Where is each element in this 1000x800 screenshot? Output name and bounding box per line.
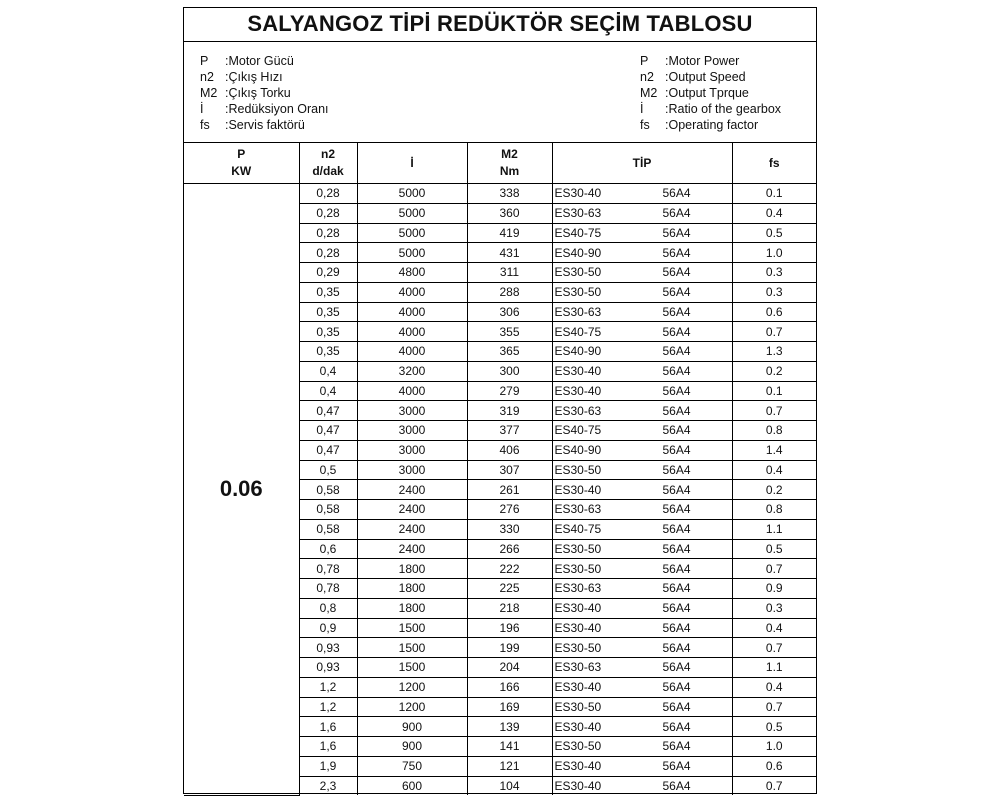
service-factor-cell: 1.3 [732, 342, 816, 362]
ratio-cell: 2400 [357, 480, 467, 500]
output-speed-cell: 0,58 [299, 519, 357, 539]
type-cell [552, 203, 732, 223]
output-speed-cell: 0,28 [299, 203, 357, 223]
output-speed-cell: 1,2 [299, 697, 357, 717]
type-cell [552, 263, 732, 283]
legend-english [640, 53, 781, 133]
type-cell [552, 539, 732, 559]
torque-cell: 307 [467, 460, 552, 480]
ratio-cell: 600 [357, 776, 467, 795]
header-type [552, 143, 732, 184]
motor-type: 56A4 [662, 739, 691, 754]
gearbox-model: ES40-90 [554, 344, 602, 359]
ratio-cell: 4000 [357, 381, 467, 401]
ratio-cell: 2400 [357, 500, 467, 520]
output-speed-cell: 0,47 [299, 440, 357, 460]
torque-cell: 330 [467, 519, 552, 539]
header-power-label: P [237, 147, 246, 161]
service-factor-cell: 0.5 [732, 539, 816, 559]
torque-cell: 311 [467, 263, 552, 283]
ratio-cell: 5000 [357, 203, 467, 223]
torque-cell: 166 [467, 677, 552, 697]
output-speed-cell: 0,58 [299, 480, 357, 500]
motor-type: 56A4 [662, 759, 691, 774]
type-cell [552, 381, 732, 401]
motor-type: 56A4 [662, 364, 691, 379]
motor-type: 56A4 [662, 482, 691, 497]
type-cell [552, 223, 732, 243]
service-factor-cell: 0.2 [732, 361, 816, 381]
gearbox-model: ES30-63 [554, 304, 602, 319]
service-factor-cell: 0.7 [732, 401, 816, 421]
gearbox-model: ES30-50 [554, 265, 602, 280]
header-power-unit: KW [231, 164, 252, 178]
torque-cell: 225 [467, 579, 552, 599]
ratio-cell: 4800 [357, 263, 467, 283]
service-factor-cell: 1.1 [732, 658, 816, 678]
type-cell [552, 756, 732, 776]
legend-item [200, 69, 329, 85]
ratio-cell: 1800 [357, 598, 467, 618]
motor-type: 56A4 [662, 601, 691, 616]
gearbox-model: ES30-50 [554, 541, 602, 556]
service-factor-cell: 0.4 [732, 677, 816, 697]
output-speed-cell: 0,5 [299, 460, 357, 480]
ratio-cell: 1800 [357, 579, 467, 599]
output-speed-cell: 0,28 [299, 243, 357, 263]
torque-cell: 279 [467, 381, 552, 401]
torque-cell: 218 [467, 598, 552, 618]
legend-item [640, 101, 781, 117]
legend-description: :Servis faktörü [225, 118, 305, 132]
service-factor-cell: 0.7 [732, 697, 816, 717]
torque-cell: 406 [467, 440, 552, 460]
type-cell [552, 243, 732, 263]
gearbox-model: ES40-75 [554, 522, 602, 537]
header-torque [467, 143, 552, 184]
type-cell [552, 401, 732, 421]
output-speed-cell: 1,6 [299, 717, 357, 737]
ratio-cell: 900 [357, 717, 467, 737]
service-factor-cell: 0.7 [732, 322, 816, 342]
table-row [184, 184, 816, 204]
torque-cell: 365 [467, 342, 552, 362]
motor-type: 56A4 [662, 640, 691, 655]
ratio-cell: 3000 [357, 401, 467, 421]
torque-cell: 169 [467, 697, 552, 717]
ratio-cell: 1200 [357, 697, 467, 717]
ratio-cell: 5000 [357, 184, 467, 204]
torque-cell: 261 [467, 480, 552, 500]
gearbox-model: ES30-40 [554, 620, 602, 635]
torque-cell: 222 [467, 559, 552, 579]
torque-cell: 139 [467, 717, 552, 737]
service-factor-cell: 0.8 [732, 421, 816, 441]
header-m2-label: M2 [501, 147, 518, 161]
legend-symbol: fs [200, 118, 210, 132]
gearbox-model: ES30-50 [554, 699, 602, 714]
output-speed-cell: 0,35 [299, 282, 357, 302]
legend-symbol: P [640, 54, 649, 68]
type-cell [552, 322, 732, 342]
type-cell [552, 460, 732, 480]
type-cell [552, 440, 732, 460]
gearbox-model: ES30-63 [554, 206, 602, 221]
output-speed-cell: 1,6 [299, 737, 357, 757]
gearbox-model: ES30-50 [554, 285, 602, 300]
header-type-label: TİP [632, 155, 652, 170]
service-factor-cell: 0.1 [732, 184, 816, 204]
service-factor-cell: 0.4 [732, 460, 816, 480]
ratio-cell: 750 [357, 756, 467, 776]
legend-symbol: M2 [640, 86, 658, 100]
gearbox-model: ES30-63 [554, 660, 602, 675]
ratio-cell: 3200 [357, 361, 467, 381]
legend-description: :Çıkış Hızı [225, 70, 283, 84]
ratio-cell: 4000 [357, 342, 467, 362]
ratio-cell: 5000 [357, 243, 467, 263]
legend-description: :Ratio of the gearbox [665, 102, 782, 116]
gearbox-model: ES40-75 [554, 324, 602, 339]
motor-type: 56A4 [662, 245, 691, 260]
gearbox-model: ES30-40 [554, 186, 602, 201]
type-cell [552, 579, 732, 599]
ratio-cell: 1500 [357, 638, 467, 658]
legend-description: :Output Speed [665, 70, 746, 84]
ratio-cell: 1500 [357, 618, 467, 638]
gearbox-model: ES30-40 [554, 759, 602, 774]
type-cell [552, 421, 732, 441]
legend-symbol: n2 [640, 70, 654, 84]
service-factor-cell: 0.8 [732, 500, 816, 520]
motor-type: 56A4 [662, 304, 691, 319]
legend-description: :Redüksiyon Oranı [225, 102, 329, 116]
header-output-speed [299, 143, 357, 184]
legend-symbol: n2 [200, 70, 214, 84]
type-cell [552, 302, 732, 322]
motor-type: 56A4 [662, 719, 691, 734]
motor-type: 56A4 [662, 680, 691, 695]
gearbox-model: ES40-75 [554, 423, 602, 438]
gearbox-model: ES40-90 [554, 245, 602, 260]
ratio-cell: 900 [357, 737, 467, 757]
type-cell [552, 697, 732, 717]
motor-type: 56A4 [662, 620, 691, 635]
output-speed-cell: 0,47 [299, 421, 357, 441]
torque-cell: 199 [467, 638, 552, 658]
service-factor-cell: 0.3 [732, 263, 816, 283]
service-factor-cell: 0.6 [732, 756, 816, 776]
output-speed-cell: 0,93 [299, 638, 357, 658]
table-header-row [184, 143, 816, 184]
output-speed-cell: 1,9 [299, 756, 357, 776]
service-factor-cell: 0.9 [732, 579, 816, 599]
legend-description: :Output Tprque [665, 86, 749, 100]
output-speed-cell: 0,4 [299, 361, 357, 381]
type-cell [552, 559, 732, 579]
service-factor-cell: 0.2 [732, 480, 816, 500]
header-fs-label: fs [768, 155, 780, 170]
ratio-cell: 3000 [357, 460, 467, 480]
ratio-cell: 3000 [357, 421, 467, 441]
service-factor-cell: 0.3 [732, 282, 816, 302]
legend-turkish [200, 53, 329, 133]
output-speed-cell: 0,35 [299, 322, 357, 342]
gearbox-model: ES30-40 [554, 482, 602, 497]
service-factor-cell: 0.4 [732, 203, 816, 223]
output-speed-cell: 0,35 [299, 302, 357, 322]
motor-type: 56A4 [662, 660, 691, 675]
gearbox-model: ES30-63 [554, 581, 602, 596]
output-speed-cell: 0,29 [299, 263, 357, 283]
type-cell [552, 737, 732, 757]
output-speed-cell: 0,4 [299, 381, 357, 401]
gearbox-model: ES30-63 [554, 502, 602, 517]
motor-type: 56A4 [662, 541, 691, 556]
output-speed-cell: 2,3 [299, 776, 357, 795]
torque-cell: 360 [467, 203, 552, 223]
type-cell [552, 598, 732, 618]
type-cell [552, 776, 732, 795]
output-speed-cell: 0,8 [299, 598, 357, 618]
output-speed-cell: 0,28 [299, 223, 357, 243]
output-speed-cell: 0,6 [299, 539, 357, 559]
gearbox-model: ES30-50 [554, 739, 602, 754]
gearbox-model: ES30-50 [554, 561, 602, 576]
type-cell [552, 519, 732, 539]
torque-cell: 196 [467, 618, 552, 638]
motor-type: 56A4 [662, 383, 691, 398]
service-factor-cell: 0.5 [732, 223, 816, 243]
header-n2-label: n2 [320, 147, 335, 161]
legend-description: :Çıkış Torku [225, 86, 291, 100]
legend-symbol: M2 [200, 86, 218, 100]
legend-item [200, 53, 329, 69]
header-m2-unit: Nm [499, 164, 520, 178]
torque-cell: 104 [467, 776, 552, 795]
legend-item [640, 69, 781, 85]
service-factor-cell: 0.5 [732, 717, 816, 737]
ratio-cell: 1800 [357, 559, 467, 579]
service-factor-cell: 0.1 [732, 381, 816, 401]
output-speed-cell: 0,58 [299, 500, 357, 520]
legend [184, 42, 816, 143]
type-cell [552, 361, 732, 381]
legend-item [640, 85, 781, 101]
torque-cell: 419 [467, 223, 552, 243]
output-speed-cell: 0,78 [299, 579, 357, 599]
service-factor-cell: 1.0 [732, 737, 816, 757]
service-factor-cell: 1.0 [732, 243, 816, 263]
legend-description: :Operating factor [665, 118, 759, 132]
output-speed-cell: 0,47 [299, 401, 357, 421]
torque-cell: 141 [467, 737, 552, 757]
type-cell [552, 677, 732, 697]
legend-symbol: İ [200, 102, 204, 116]
output-speed-cell: 0,93 [299, 658, 357, 678]
motor-type: 56A4 [662, 324, 691, 339]
type-cell [552, 618, 732, 638]
type-cell [552, 342, 732, 362]
legend-item [200, 101, 329, 117]
ratio-cell: 5000 [357, 223, 467, 243]
motor-type: 56A4 [662, 423, 691, 438]
header-ratio [357, 143, 467, 184]
legend-symbol: fs [640, 118, 650, 132]
ratio-cell: 4000 [357, 282, 467, 302]
service-factor-cell: 0.4 [732, 618, 816, 638]
torque-cell: 338 [467, 184, 552, 204]
motor-type: 56A4 [662, 344, 691, 359]
gearbox-model: ES40-90 [554, 443, 602, 458]
output-speed-cell: 1,2 [299, 677, 357, 697]
service-factor-cell: 0.7 [732, 559, 816, 579]
power-value-cell: 0.06 [184, 184, 299, 796]
service-factor-cell: 1.1 [732, 519, 816, 539]
motor-type: 56A4 [662, 561, 691, 576]
header-ratio-label: İ [410, 155, 414, 170]
service-factor-cell: 0.3 [732, 598, 816, 618]
ratio-cell: 4000 [357, 322, 467, 342]
gearbox-model: ES30-50 [554, 640, 602, 655]
torque-cell: 377 [467, 421, 552, 441]
legend-item [640, 53, 781, 69]
motor-type: 56A4 [662, 522, 691, 537]
service-factor-cell: 0.7 [732, 776, 816, 795]
type-cell [552, 658, 732, 678]
gearbox-model: ES30-40 [554, 601, 602, 616]
page-title: SALYANGOZ TİPİ REDÜKTÖR SEÇİM TABLOSU [184, 8, 816, 42]
torque-cell: 300 [467, 361, 552, 381]
legend-symbol: P [200, 54, 209, 68]
type-cell [552, 480, 732, 500]
type-cell [552, 717, 732, 737]
motor-type: 56A4 [662, 186, 691, 201]
torque-cell: 355 [467, 322, 552, 342]
gearbox-model: ES40-75 [554, 225, 602, 240]
ratio-cell: 2400 [357, 539, 467, 559]
torque-cell: 431 [467, 243, 552, 263]
motor-type: 56A4 [662, 581, 691, 596]
output-speed-cell: 0,78 [299, 559, 357, 579]
output-speed-cell: 0,35 [299, 342, 357, 362]
motor-type: 56A4 [662, 699, 691, 714]
legend-item [200, 117, 329, 133]
motor-type: 56A4 [662, 206, 691, 221]
legend-item [640, 117, 781, 133]
header-n2-unit: d/dak [312, 164, 344, 178]
torque-cell: 288 [467, 282, 552, 302]
motor-type: 56A4 [662, 285, 691, 300]
torque-cell: 276 [467, 500, 552, 520]
type-cell [552, 638, 732, 658]
motor-type: 56A4 [662, 403, 691, 418]
selection-table-sheet [183, 7, 817, 794]
service-factor-cell: 0.7 [732, 638, 816, 658]
motor-type: 56A4 [662, 265, 691, 280]
torque-cell: 266 [467, 539, 552, 559]
torque-cell: 306 [467, 302, 552, 322]
service-factor-cell: 1.4 [732, 440, 816, 460]
type-cell [552, 184, 732, 204]
type-cell [552, 282, 732, 302]
table-body [184, 184, 816, 796]
gearbox-model: ES30-40 [554, 778, 602, 793]
gearbox-model: ES30-63 [554, 403, 602, 418]
gearbox-model: ES30-40 [554, 383, 602, 398]
ratio-cell: 1500 [357, 658, 467, 678]
motor-type: 56A4 [662, 462, 691, 477]
motor-type: 56A4 [662, 225, 691, 240]
torque-cell: 204 [467, 658, 552, 678]
selection-table [184, 143, 816, 796]
torque-cell: 319 [467, 401, 552, 421]
legend-symbol: İ [640, 102, 644, 116]
output-speed-cell: 0,28 [299, 184, 357, 204]
gearbox-model: ES30-40 [554, 364, 602, 379]
ratio-cell: 4000 [357, 302, 467, 322]
legend-description: :Motor Power [665, 54, 740, 68]
ratio-cell: 2400 [357, 519, 467, 539]
motor-type: 56A4 [662, 502, 691, 517]
gearbox-model: ES30-40 [554, 680, 602, 695]
ratio-cell: 3000 [357, 440, 467, 460]
motor-type: 56A4 [662, 778, 691, 793]
header-power [184, 143, 299, 184]
legend-item [200, 85, 329, 101]
motor-type: 56A4 [662, 443, 691, 458]
service-factor-cell: 0.6 [732, 302, 816, 322]
legend-description: :Motor Gücü [225, 54, 294, 68]
gearbox-model: ES30-50 [554, 462, 602, 477]
type-cell [552, 500, 732, 520]
output-speed-cell: 0,9 [299, 618, 357, 638]
header-service-factor [732, 143, 816, 184]
torque-cell: 121 [467, 756, 552, 776]
ratio-cell: 1200 [357, 677, 467, 697]
gearbox-model: ES30-40 [554, 719, 602, 734]
